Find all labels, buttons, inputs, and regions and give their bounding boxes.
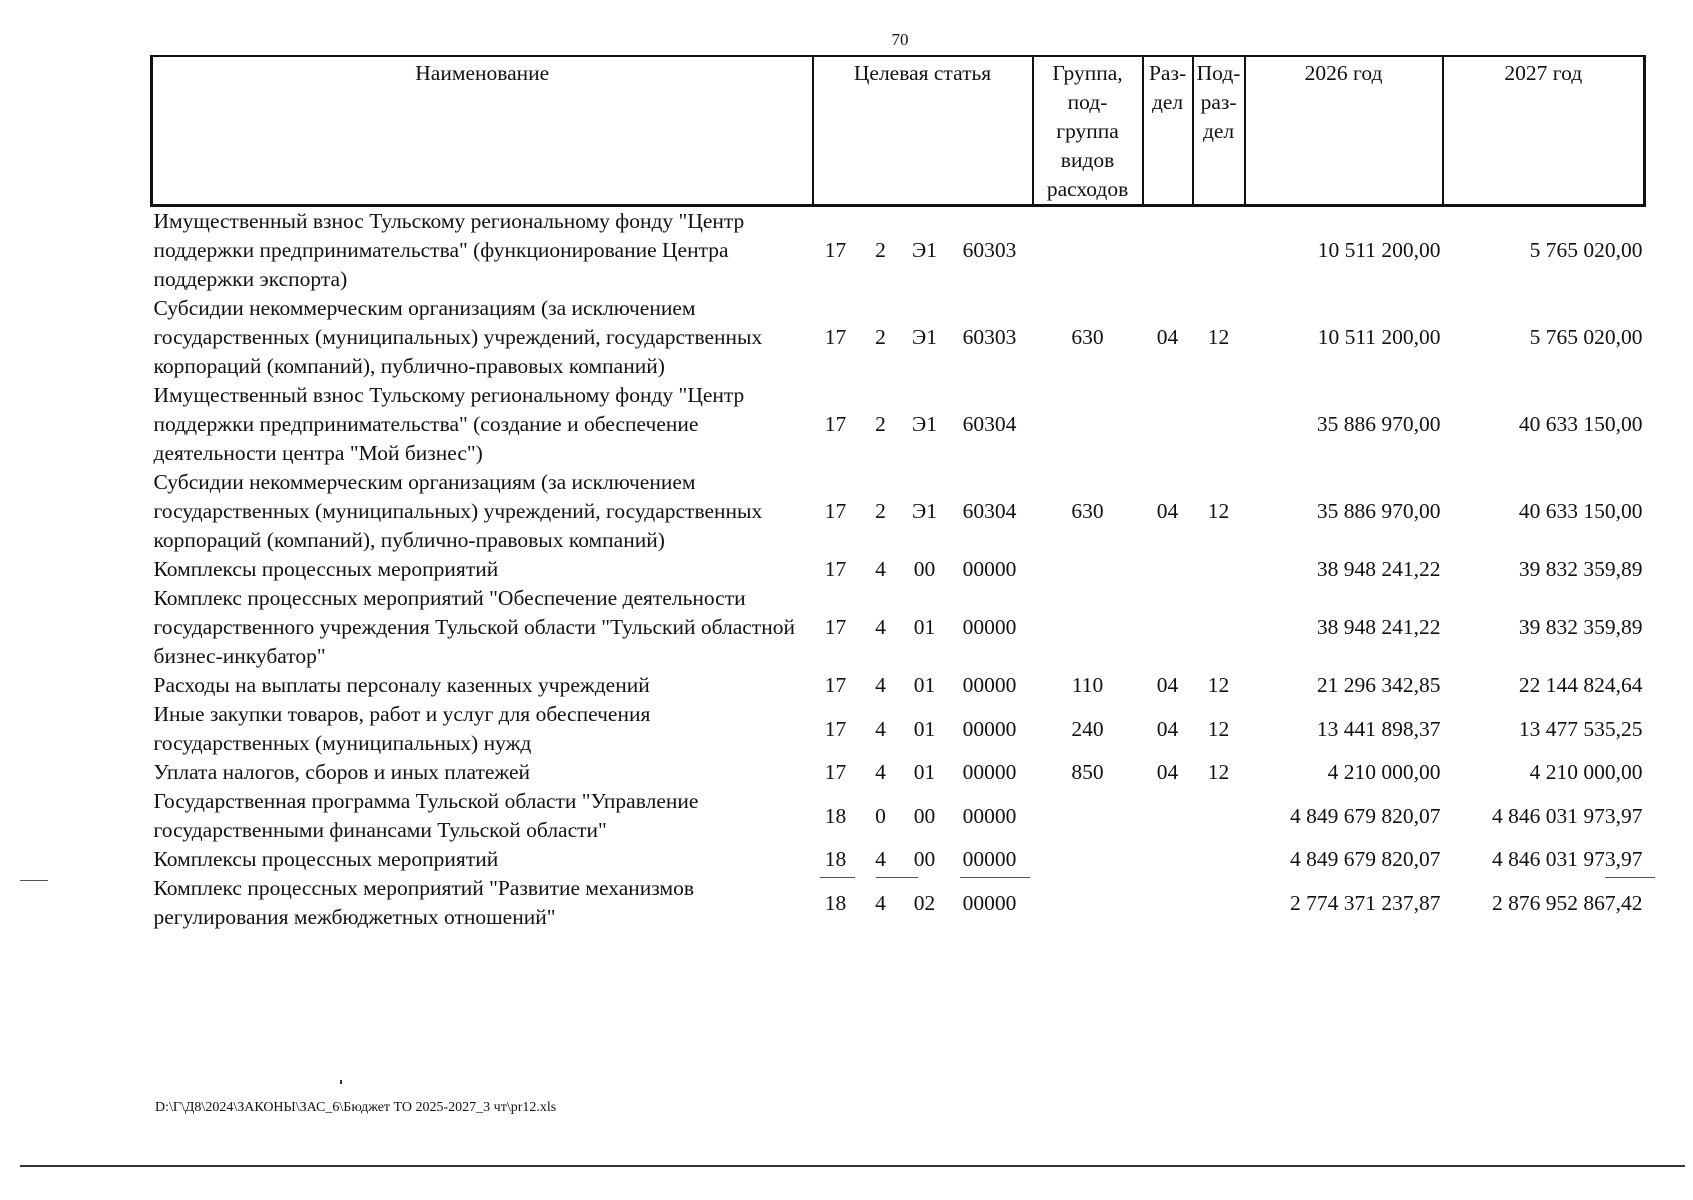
code-direction: 00000 (962, 890, 1017, 915)
table-header (152, 56, 1645, 206)
code-program: 17 (824, 325, 847, 349)
code-project: 02 (913, 890, 936, 915)
code-program: 17 (824, 412, 847, 436)
row-name: Субсидии некоммерческим организациям (за исключением государственных (муниципальных) учреждений, государственных корпораций (компаний), публично-правовых компаний) (153, 470, 763, 552)
code-program: 17 (824, 760, 847, 784)
expense-group: 630 (1071, 325, 1104, 349)
code-direction: 60303 (962, 325, 1017, 349)
code-project: 00 (913, 803, 936, 828)
table-row (152, 468, 1645, 555)
amount-2026: 13 441 898,37 (1316, 716, 1441, 741)
scan-dash (876, 877, 918, 878)
subsection-code: 12 (1207, 325, 1230, 349)
code-project: 00 (913, 847, 936, 871)
row-name: Имущественный взнос Тульскому региональному фонду "Центр поддержки предпринимательства" (создание и обеспечение деятельности центра "Мой бизнес") (153, 383, 745, 465)
section-code: 04 (1156, 673, 1179, 697)
amount-2027: 40 633 150,00 (1518, 412, 1643, 436)
row-name: Комплекс процессных мероприятий "Обеспечение деятельности государственного учреждения Тульской области "Тульский областной бизнес-инкубатор" (153, 586, 795, 668)
amount-2027: 2 876 952 867,42 (1492, 890, 1643, 915)
code-program: 17 (824, 673, 847, 697)
table-row (152, 381, 1645, 468)
amount-2026: 21 296 342,85 (1316, 673, 1441, 697)
code-direction: 00000 (962, 557, 1017, 581)
code-project: Э1 (912, 412, 937, 436)
section-code (1143, 555, 1193, 584)
code-program: 17 (824, 615, 847, 639)
row-name: Комплекс процессных мероприятий "Развитие механизмов регулирования межбюджетных отношений" (153, 876, 694, 929)
amount-2026: 10 511 200,00 (1317, 238, 1441, 262)
code-project: 00 (913, 557, 936, 581)
expense-group: 630 (1071, 499, 1104, 523)
margin-mark (20, 880, 48, 881)
header-subsection: Под- раз- дел (1193, 56, 1245, 206)
expense-group (1033, 874, 1143, 932)
header-section: Раз- дел (1143, 56, 1193, 206)
subsection-code (1193, 206, 1245, 295)
amount-2026: 35 886 970,00 (1316, 412, 1441, 436)
code-project: 01 (913, 673, 936, 697)
subsection-code: 12 (1207, 760, 1230, 784)
code-program: 18 (824, 803, 847, 828)
code-subprogram: 4 (875, 716, 886, 741)
code-program: 18 (824, 847, 847, 871)
code-direction: 60303 (962, 238, 1017, 262)
code-subprogram: 2 (875, 412, 886, 436)
expense-group (1033, 584, 1143, 671)
scan-dash (960, 877, 1030, 878)
code-program: 17 (824, 238, 847, 262)
row-name: Имущественный взнос Тульскому региональному фонду "Центр поддержки предпринимательства" (функционирование Центра поддержки экспорта) (153, 209, 745, 291)
code-subprogram: 4 (875, 615, 886, 639)
amount-2026: 35 886 970,00 (1316, 499, 1441, 523)
subsection-code (1193, 381, 1245, 468)
code-direction: 00000 (962, 615, 1017, 639)
code-project: Э1 (912, 238, 937, 262)
subsection-code (1193, 787, 1245, 845)
amount-2026: 4 849 679 820,07 (1290, 803, 1441, 828)
expense-group: 850 (1071, 760, 1104, 784)
code-program: 17 (824, 716, 847, 741)
code-program: 18 (824, 890, 847, 915)
table-row (152, 584, 1645, 671)
amount-2027: 22 144 824,64 (1518, 673, 1643, 697)
section-code: 04 (1156, 325, 1179, 349)
code-direction: 00000 (962, 760, 1017, 784)
bottom-rule (20, 1165, 1685, 1167)
code-subprogram: 2 (875, 499, 886, 523)
table-row (152, 874, 1645, 932)
expense-group (1033, 787, 1143, 845)
expense-group (1033, 206, 1143, 295)
code-project: Э1 (912, 325, 937, 349)
code-direction: 00000 (962, 803, 1017, 828)
subsection-code: 12 (1207, 673, 1230, 697)
amount-2027: 4 846 031 973,97 (1492, 803, 1643, 828)
code-subprogram: 4 (875, 673, 886, 697)
amount-2026: 2 774 371 237,87 (1290, 890, 1441, 915)
code-subprogram: 4 (875, 847, 886, 871)
expense-group: 240 (1071, 716, 1104, 741)
expense-group (1033, 381, 1143, 468)
amount-2027: 40 633 150,00 (1518, 499, 1643, 523)
amount-2026: 10 511 200,00 (1317, 325, 1441, 349)
row-name: Государственная программа Тульской области "Управление государственными финансами Тульской области" (153, 789, 699, 842)
section-code (1143, 206, 1193, 295)
header-year-2027: 2027 год (1443, 56, 1645, 206)
table-row (152, 700, 1645, 758)
row-name: Комплексы процессных мероприятий (153, 847, 499, 871)
amount-2026: 4 849 679 820,07 (1290, 847, 1441, 871)
subsection-code (1193, 555, 1245, 584)
amount-2027: 5 765 020,00 (1529, 325, 1643, 349)
table-row (152, 555, 1645, 584)
amount-2027: 4 210 000,00 (1529, 760, 1643, 784)
subsection-code: 12 (1207, 499, 1230, 523)
section-code: 04 (1156, 499, 1179, 523)
section-code (1143, 787, 1193, 845)
scan-dash (820, 877, 855, 878)
code-program: 17 (824, 499, 847, 523)
section-code (1143, 584, 1193, 671)
code-direction: 60304 (962, 499, 1017, 523)
amount-2026: 4 210 000,00 (1327, 760, 1441, 784)
code-subprogram: 4 (875, 890, 886, 915)
row-name: Комплексы процессных мероприятий (153, 557, 499, 581)
section-code (1143, 381, 1193, 468)
table-row (152, 845, 1645, 874)
section-code (1143, 845, 1193, 874)
code-project: 01 (913, 760, 936, 784)
amount-2027: 39 832 359,89 (1518, 557, 1643, 581)
code-subprogram: 0 (875, 803, 886, 828)
code-project: 01 (913, 615, 936, 639)
amount-2026: 38 948 241,22 (1316, 557, 1441, 581)
file-path: D:\Г\Д8\2024\ЗАКОНЫ\ЗАС_6\Бюджет ТО 2025-2027_3 чт\pr12.xls (155, 1100, 557, 1115)
table-row (152, 671, 1645, 700)
table-row (152, 294, 1645, 381)
header-name: Наименование (152, 56, 813, 206)
amount-2027: 4 846 031 973,97 (1492, 847, 1643, 871)
row-name: Иные закупки товаров, работ и услуг для обеспечения государственных (муниципальных) нужд (153, 702, 651, 755)
row-name: Субсидии некоммерческим организациям (за исключением государственных (муниципальных) учреждений, государственных корпораций (компаний), публично-правовых компаний) (153, 296, 763, 378)
code-program: 17 (824, 557, 847, 581)
section-code (1143, 874, 1193, 932)
code-direction: 00000 (962, 847, 1017, 871)
code-subprogram: 2 (875, 325, 886, 349)
page-number: 70 (891, 30, 909, 49)
table-row (152, 758, 1645, 787)
section-code: 04 (1156, 716, 1179, 741)
header-year-2026: 2026 год (1245, 56, 1443, 206)
amount-2027: 39 832 359,89 (1518, 615, 1643, 639)
table-body (152, 206, 1645, 933)
header-group: Группа, под- группа видов расходов (1033, 56, 1143, 206)
subsection-code (1193, 874, 1245, 932)
code-direction: 60304 (962, 412, 1017, 436)
subsection-code (1193, 584, 1245, 671)
code-project: Э1 (912, 499, 937, 523)
code-subprogram: 2 (875, 238, 886, 262)
budget-table (150, 55, 1646, 932)
code-direction: 00000 (962, 673, 1017, 697)
code-direction: 00000 (962, 716, 1017, 741)
code-subprogram: 4 (875, 557, 886, 581)
scan-tick (340, 1080, 342, 1084)
table-row (152, 206, 1645, 295)
amount-2027: 5 765 020,00 (1529, 238, 1643, 262)
expense-group: 110 (1071, 673, 1104, 697)
header-target-article: Целевая статья (813, 56, 1033, 206)
code-project: 01 (913, 716, 936, 741)
amount-2027: 13 477 535,25 (1518, 716, 1643, 741)
section-code: 04 (1156, 760, 1179, 784)
subsection-code (1193, 845, 1245, 874)
scan-dash (1605, 877, 1655, 878)
table-row (152, 787, 1645, 845)
code-subprogram: 4 (875, 760, 886, 784)
expense-group (1033, 555, 1143, 584)
row-name: Уплата налогов, сборов и иных платежей (153, 760, 531, 784)
expense-group (1033, 845, 1143, 874)
subsection-code: 12 (1207, 716, 1230, 741)
amount-2026: 38 948 241,22 (1316, 615, 1441, 639)
row-name: Расходы на выплаты персоналу казенных учреждений (153, 673, 650, 697)
